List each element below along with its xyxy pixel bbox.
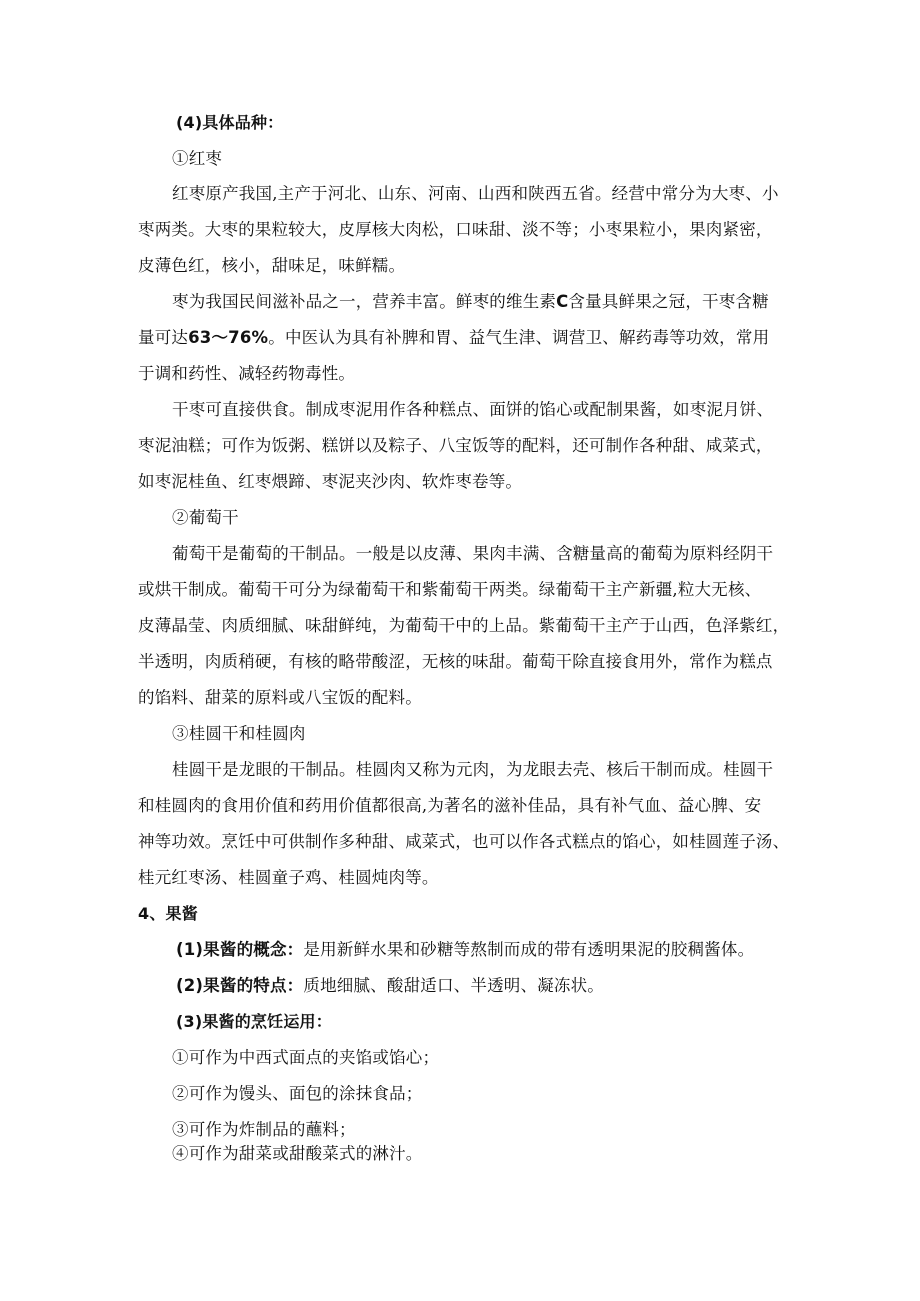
paragraph-line: 干枣可直接供食。制成枣泥用作各种糕点、面饼的馅心或配制果酱，如枣泥月饼、: [172, 400, 774, 419]
section-heading-varieties: (4)具体品种：: [176, 113, 284, 132]
jam-feature-label: (2)果酱的特点：: [176, 976, 304, 995]
vitamin-c-label: C: [556, 292, 569, 311]
text-run: 量可达: [138, 328, 189, 347]
paragraph-line: 枣两类。大枣的果粒较大，皮厚核大肉松，口味甜、淡不等；小枣果粒小，果肉紧密，: [138, 220, 773, 239]
jam-use-item: ④可作为甜菜或甜酸菜式的淋汁。: [172, 1144, 423, 1163]
paragraph-line: 神等功效。烹饪中可供制作多种甜、咸菜式，也可以作各式糕点的馅心，如桂圆莲子汤、: [138, 832, 790, 851]
item-title-raisins: ②葡萄干: [172, 508, 239, 527]
text-run: 枣为我国民间滋补品之一，营养丰富。鲜枣的维生素: [172, 292, 557, 311]
paragraph-line: 或烘干制成。葡萄干可分为绿葡萄干和紫葡萄干两类。绿葡萄干主产新疆,粒大无核、: [138, 580, 762, 599]
paragraph-line: 皮薄色红，核小，甜味足，味鲜糯。: [138, 256, 406, 275]
paragraph-line: 于调和药性、减轻药物毒性。: [138, 364, 356, 383]
paragraph-line: 红枣原产我国,主产于河北、山东、河南、山西和陕西五省。经营中常分为大枣、小: [172, 184, 779, 203]
jam-feature-text: 质地细腻、酸甜适口、半透明、凝冻状。: [303, 976, 604, 995]
paragraph-line: 葡萄干是葡萄的干制品。一般是以皮薄、果肉丰满、含糖量高的葡萄为原料经阴干: [172, 544, 774, 563]
paragraph-line: 的馅料、甜菜的原料或八宝饭的配料。: [138, 688, 422, 707]
paragraph-line: [138, 328, 769, 348]
paragraph-line: 桂元红枣汤、桂圆童子鸡、桂圆炖肉等。: [138, 868, 439, 887]
paragraph-line: 如枣泥桂鱼、红枣煨蹄、枣泥夹沙肉、软炸枣卷等。: [138, 472, 523, 491]
sugar-percentage: 63～76%: [188, 328, 269, 347]
paragraph-line: 桂圆干是龙眼的干制品。桂圆肉又称为元肉，为龙眼去壳、核后干制而成。桂圆干: [172, 760, 774, 779]
jam-use-item: ②可作为馒头、面包的涂抹食品；: [172, 1084, 423, 1103]
paragraph-line: [172, 292, 769, 312]
section-heading-jam: 4、果酱: [138, 904, 198, 923]
jam-features: [176, 976, 604, 996]
paragraph-line: 枣泥油糕；可作为饭粥、糕饼以及粽子、八宝饭等的配料，还可制作各种甜、咸菜式，: [138, 436, 773, 455]
jam-concept-label: (1)果酱的概念：: [176, 940, 304, 959]
jam-usage-heading: (3)果酱的烹饪运用：: [176, 1012, 332, 1031]
jam-concept: [176, 940, 754, 960]
text-run: 含量具鲜果之冠，干枣含糖: [568, 292, 769, 311]
jam-concept-text: 是用新鲜水果和砂糖等熬制而成的带有透明果泥的胶稠酱体。: [303, 940, 755, 959]
paragraph-line: 和桂圆肉的食用价值和药用价值都很高,为著名的滋补佳品，具有补气血、益心脾、安: [138, 796, 762, 815]
jam-use-item: ①可作为中西式面点的夹馅或馅心；: [172, 1048, 440, 1067]
paragraph-line: 半透明，肉质稍硬，有核的略带酸涩，无核的味甜。葡萄干除直接食用外，常作为糕点: [138, 652, 773, 671]
jam-use-item: ③可作为炸制品的蘸料；: [172, 1120, 356, 1139]
item-title-red-dates: ①红枣: [172, 149, 223, 168]
item-title-longan: ③桂圆干和桂圆肉: [172, 724, 306, 743]
paragraph-line: 皮薄晶莹、肉质细腻、味甜鲜纯，为葡萄干中的上品。紫葡萄干主产于山西，色泽紫红，: [138, 616, 790, 635]
text-run: 。中医认为具有补脾和胃、益气生津、调营卫、解药毒等功效，常用: [268, 328, 770, 347]
